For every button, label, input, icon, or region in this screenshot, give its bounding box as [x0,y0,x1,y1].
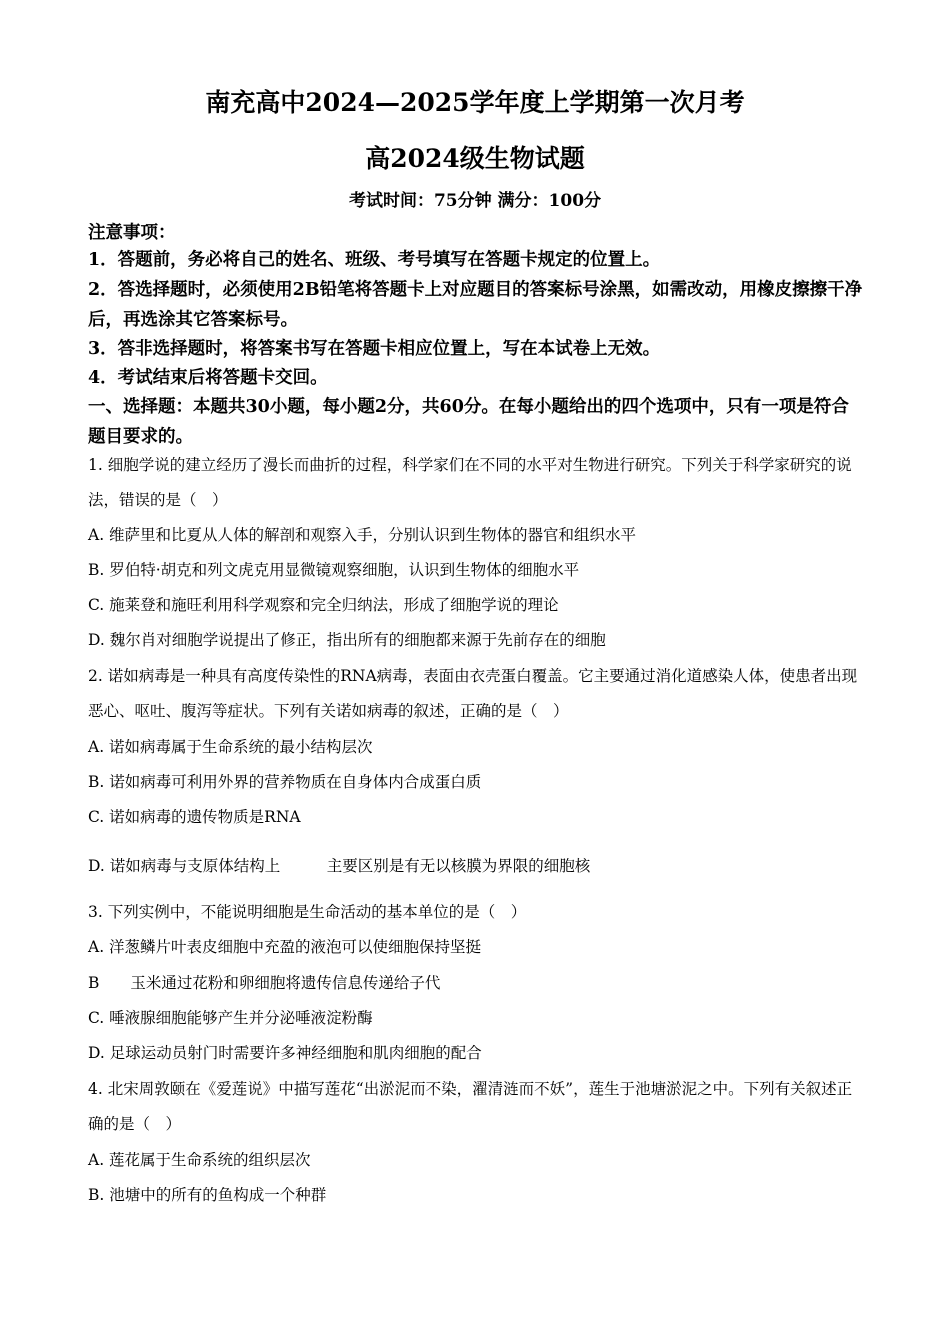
note-item: 2．答选择题时，必须使用2B铅笔将答题卡上对应题目的答案标号涂黑，如需改动，用橡皮擦擦干净后，再选涂其它答案标号。 [88,280,863,330]
exam-title: 南充高中2024—2025学年度上学期第一次月考 [205,88,745,117]
question-option: C. 施莱登和施旺利用科学观察和完全归纳法，形成了细胞学说的理论 [88,596,559,614]
exam-info: 考试时间：75分钟 满分：100分 [348,191,602,211]
question-option: C. 诺如病毒的遗传物质是RNA [88,808,301,826]
note-item: 1．答题前，务必将自己的姓名、班级、考号填写在答题卡规定的位置上。 [88,250,661,270]
note-item: 4．考试结束后将答题卡交回。 [88,368,328,388]
question-option: B. 池塘中的所有的鱼构成一个种群 [88,1186,327,1204]
question-stem: 1. 细胞学说的建立经历了漫长而曲折的过程，科学家们在不同的水平对生物进行研究。下列关于科学家研究的说法，错误的是（ ） [88,456,852,509]
notes-heading: 注意事项： [88,223,176,243]
section-heading: 一、选择题：本题共30小题，每小题2分，共60分。在每小题给出的四个选项中，只有一项是符合题目要求的。 [88,397,849,447]
question-option: B. 罗伯特·胡克和列文虎克用显微镜观察细胞，认识到生物体的细胞水平 [88,561,580,579]
question-stem: 3. 下列实例中，不能说明细胞是生命活动的基本单位的是（ ） [88,903,527,921]
question-option: A. 洋葱鳞片叶表皮细胞中充盈的液泡可以使细胞保持坚挺 [88,938,482,956]
question-option: C. 唾液腺细胞能够产生并分泌唾液淀粉酶 [88,1009,373,1027]
note-item: 3．答非选择题时，将答案书写在答题卡相应位置上，写在本试卷上无效。 [88,339,661,359]
question-stem: 4. 北宋周敦颐在《爱莲说》中描写莲花“出淤泥而不染，濯清涟而不妖”，莲生于池塘淤泥之中。下列有关叙述正确的是（ ） [88,1080,853,1133]
question-option: A. 诺如病毒属于生命系统的最小结构层次 [88,738,373,756]
question-stem: 2. 诺如病毒是一种具有高度传染性的RNA病毒，表面由衣壳蛋白覆盖。它主要通过消化道感染人体，使患者出现恶心、呕吐、腹泻等症状。下列有关诺如病毒的叙述，正确的是（ ） [88,667,858,720]
question-option: B. 诺如病毒可利用外界的营养物质在自身体内合成蛋白质 [88,773,482,791]
question-option: D. 诺如病毒与支原体结构上 主要区别是有无以核膜为界限的细胞核 [88,857,591,875]
question-option: A. 莲花属于生命系统的组织层次 [88,1151,311,1169]
question-option: D. 足球运动员射门时需要许多神经细胞和肌肉细胞的配合 [88,1044,482,1062]
question-option: D. 魏尔肖对细胞学说提出了修正，指出所有的细胞都来源于先前存在的细胞 [88,631,606,649]
exam-subtitle: 高2024级生物试题 [365,144,585,173]
question-option: A. 维萨里和比夏从人体的解剖和观察入手，分别认识到生物体的器官和组织水平 [88,526,637,544]
question-option: B 玉米通过花粉和卵细胞将遗传信息传递给子代 [88,974,441,992]
